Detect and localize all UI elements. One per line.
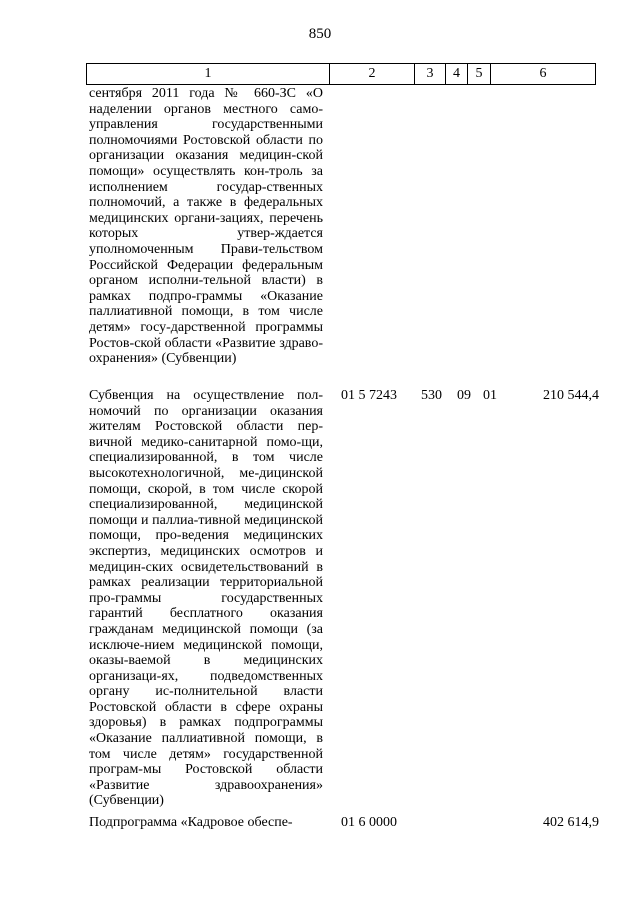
header-col-2: 2 (330, 64, 415, 85)
row-section: 09 (457, 388, 471, 403)
row-target-code: 01 6 0000 (341, 815, 397, 830)
header-col-5: 5 (468, 64, 491, 85)
row-amount: 402 614,9 (543, 815, 599, 830)
row-subsection: 01 (483, 388, 497, 403)
row-expense-type: 530 (421, 388, 442, 403)
row-amount: 210 544,4 (543, 388, 599, 403)
row-description: Субвенция на осуществление пол-номочий по организации оказания жителям Ростовской области пер-вичной медико-санитарной помо-щи, специализированной, в том числе высокотехнологичной, ме-дицинской помощи, скорой, в том числе скорой специализированной, медицинской помощи и паллиа-тивной медицинской помощи, про-ведения медицинских экспертиз, медицинских осмотров и медицин-ских освидетельствований в рамках реализации территориальной про-граммы государственных гарантий бесплатного оказания гражданам медицинской помощи (за исключе-нием медицинской помощи, оказы-ваемой в медицинских организаци-ях, подведомственных органу ис-полнительной власти Ростовской области в сфере охраны здоровья) в рамках подпрограммы «Оказание паллиативной помощи, в том числе детям» государственной програм-мы Ростовской области «Развитие здравоохранения» (Субвенции) (89, 388, 323, 809)
row-description: Подпрограмма «Кадровое обеспе- (89, 815, 293, 830)
row-description: сентября 2011 года № 660-ЗС «О наделении органов местного само-управления государственными полномочиями Ростовской области по организации оказания медицин-ской помощи» осуществлять кон-троль за исполнением государ-ственных полномочий, а также в федеральных медицинских органи-зациях, перечень которых утвер-ждается уполномоченным Прави-тельством Российской Федерации федеральным органом исполни-тельной власти) в рамках подпро-граммы «Оказание паллиативной помощи, в том числе детям» госу-дарственной программы Ростов-ской области «Развитие здраво-охранения» (Субвенции) (89, 86, 323, 367)
header-col-1: 1 (87, 64, 330, 85)
row-target-code: 01 5 7243 (341, 388, 397, 403)
header-col-4: 4 (446, 64, 468, 85)
column-header-row (86, 63, 596, 85)
page-number: 850 (308, 26, 332, 42)
header-col-6: 6 (491, 64, 596, 85)
header-col-3: 3 (415, 64, 446, 85)
